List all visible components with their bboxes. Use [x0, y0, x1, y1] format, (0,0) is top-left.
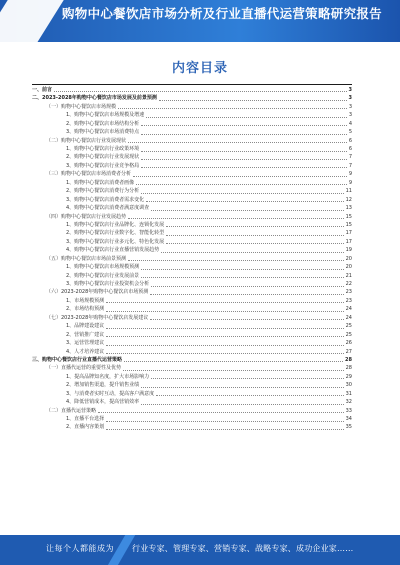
toc-page-number: 30 — [345, 382, 352, 389]
toc-entry[interactable] — [32, 229, 352, 237]
toc-entry-title: 1、购物中心餐饮店市场规模及增速 — [66, 112, 145, 119]
toc-leader-dots — [141, 167, 347, 168]
toc-top-rule — [32, 84, 352, 85]
toc-page-number: 13 — [345, 205, 352, 212]
toc-leader-dots — [151, 210, 343, 211]
toc-leader-dots — [141, 277, 343, 278]
toc-page-number: 25 — [345, 323, 352, 330]
toc-entry[interactable] — [32, 120, 352, 128]
toc-entry[interactable] — [32, 111, 352, 119]
toc-entry-title: 1、购物中心餐饮店行业政策环境 — [66, 146, 140, 152]
toc-leader-dots — [128, 218, 344, 219]
toc-entry-title: 3、运营管理建议 — [66, 340, 105, 347]
toc-entry[interactable] — [32, 103, 352, 111]
toc-entry[interactable] — [32, 154, 352, 162]
toc-heading: 内容目录 — [171, 61, 228, 76]
toc-entry[interactable] — [32, 272, 352, 280]
toc-entry[interactable] — [32, 331, 352, 339]
toc-page-number: 24 — [345, 314, 352, 321]
toc-entry[interactable] — [32, 381, 352, 389]
toc-entry[interactable] — [32, 297, 352, 305]
toc-leader-dots — [141, 387, 343, 388]
toc-entry[interactable] — [32, 305, 352, 313]
toc-entry-title: 2、购物中心餐饮店行业发展现状 — [66, 154, 140, 161]
toc-page-number: 17 — [345, 230, 352, 237]
toc-page-number: 3 — [348, 112, 352, 119]
toc-entry-title: 4、购物中心餐饮店行业直播营销发展趋势 — [66, 247, 160, 254]
toc-leader-dots — [141, 193, 343, 194]
toc-entry-title: 1、购物中心餐饮店消费者画像 — [66, 179, 135, 186]
footer-banner — [0, 535, 400, 565]
toc-entry-title: 3、购物中心餐饮店市场消费特点 — [66, 129, 140, 136]
toc-page-number: 21 — [345, 272, 352, 279]
toc-entry-title: 2、购物中心餐饮店市场结构分析 — [66, 120, 140, 127]
toc-page-number: 26 — [345, 340, 352, 347]
toc-entry[interactable] — [32, 221, 352, 229]
footer-tagline: 行业专家、管理专家、营销专家、战略专家、成功企业家…… — [132, 544, 354, 553]
document-title: 购物中心餐饮店市场分析及行业直播代运营策略研究报告 — [61, 6, 382, 21]
toc-entry-title: 1、品牌建设建议 — [66, 323, 105, 330]
toc-leader-dots — [118, 108, 347, 109]
toc-leader-dots — [151, 286, 343, 287]
toc-page-number: 6 — [348, 137, 352, 144]
toc-entry-title: （六）2023-2028年购物中心餐饮店市场预测 — [46, 289, 149, 296]
toc-entry-title: 二、2023-2028年购物中心餐饮店市场发展及前景预测 — [32, 95, 157, 102]
toc-entry[interactable] — [32, 255, 352, 263]
toc-leader-dots — [161, 252, 343, 253]
toc-leader-dots — [124, 361, 343, 362]
toc-entry-title: 1、购物中心餐饮店市场规模预测 — [66, 264, 140, 271]
toc-entry-title: （二）购物中心餐饮店行业发展现状 — [46, 137, 127, 144]
toc-entry[interactable] — [32, 263, 352, 271]
toc-leader-dots — [146, 201, 343, 202]
toc-page-number: 3 — [348, 86, 352, 93]
toc-leader-dots — [159, 100, 347, 101]
toc-page-number: 3 — [348, 95, 352, 102]
toc-entry[interactable] — [32, 246, 352, 254]
toc-entry[interactable] — [32, 137, 352, 145]
toc-entry[interactable] — [32, 407, 352, 415]
toc-entry[interactable] — [32, 187, 352, 195]
toc-entry[interactable] — [32, 204, 352, 212]
toc-page-number: 4 — [348, 120, 352, 127]
toc-entry[interactable] — [32, 86, 352, 94]
toc-leader-dots — [141, 134, 347, 135]
toc-leader-dots — [133, 176, 347, 177]
toc-entry-title: 3、购物中心餐饮店消费者需求变化 — [66, 196, 145, 203]
toc-page-number: 35 — [345, 424, 352, 431]
toc-leader-dots — [136, 184, 347, 185]
toc-entry-title: （二）直播代运营策略 — [46, 407, 97, 414]
toc-page-number: 9 — [348, 171, 352, 178]
toc-leader-dots — [150, 319, 343, 320]
toc-page-number: 3 — [348, 103, 352, 110]
toc-entry[interactable] — [32, 280, 352, 288]
toc-leader-dots — [166, 243, 343, 244]
toc-page-number: 11 — [345, 188, 352, 195]
toc-entry-title: 4、人才培养建议 — [66, 348, 105, 355]
toc-leader-dots — [106, 311, 343, 312]
toc-leader-dots — [166, 235, 343, 236]
toc-page-number: 27 — [345, 348, 352, 355]
toc-entry-title: 2、增加销售渠道，提升销售业绩 — [66, 382, 140, 389]
toc-entry-title: 3、购物中心餐饮店行业投资机会分析 — [66, 281, 150, 287]
toc-page-number: 29 — [345, 373, 352, 380]
toc-entry[interactable] — [32, 213, 352, 221]
toc-entry[interactable] — [32, 424, 352, 432]
toc-entry[interactable] — [32, 322, 352, 330]
toc-entry[interactable] — [32, 289, 352, 297]
toc-leader-dots — [106, 336, 343, 337]
toc-leader-dots — [98, 412, 344, 413]
toc-page-number: 33 — [345, 407, 352, 414]
toc-entry-title: 1、购物中心餐饮店行业品牌化、连锁化发展 — [66, 221, 165, 228]
toc-entry[interactable] — [32, 356, 352, 364]
toc-entry[interactable] — [32, 162, 352, 170]
toc-leader-dots — [141, 125, 347, 126]
toc-leader-dots — [106, 421, 343, 422]
toc-leader-dots — [141, 159, 347, 160]
toc-leader-dots — [106, 345, 343, 346]
toc-page-number: 9 — [348, 179, 352, 186]
toc-entry[interactable] — [32, 314, 352, 322]
header-banner — [0, 0, 400, 42]
toc-page-number: 15 — [345, 221, 352, 228]
toc-leader-dots — [156, 395, 343, 396]
toc-entry[interactable] — [32, 128, 352, 136]
toc-page-number: 31 — [345, 390, 352, 397]
toc-entry-title: （一）直播代运营的重要性及优势 — [46, 365, 122, 372]
toc-entry-title: 1、提高品牌知名度，扩大市场影响力 — [66, 373, 150, 380]
toc-leader-dots — [166, 226, 343, 227]
toc-page-number: 12 — [345, 196, 352, 203]
toc-page-number: 32 — [345, 399, 352, 406]
toc-leader-dots — [141, 151, 347, 152]
table-of-contents — [32, 86, 352, 432]
footer-slogan: 让每个人都能成为 — [46, 544, 114, 553]
toc-page-number: 7 — [348, 162, 352, 169]
toc-entry-title: 三、购物中心餐饮店行业直播代运营策略 — [32, 356, 123, 363]
toc-leader-dots — [151, 378, 343, 379]
toc-leader-dots — [106, 353, 343, 354]
toc-page-number: 17 — [345, 238, 352, 245]
toc-entry[interactable] — [32, 415, 352, 423]
toc-leader-dots — [150, 294, 343, 295]
toc-entry[interactable] — [32, 145, 352, 153]
toc-page-number: 20 — [345, 255, 352, 262]
toc-entry[interactable] — [32, 179, 352, 187]
toc-entry-title: 3、与消费者实时互动，提高客户满意度 — [66, 390, 155, 397]
toc-entry-title: 2、购物中心餐饮店行业发展前景 — [66, 272, 140, 279]
toc-entry-title: （一）购物中心餐饮店市场规模 — [46, 103, 117, 110]
toc-page-number: 7 — [348, 154, 352, 161]
toc-page-number: 23 — [345, 289, 352, 296]
toc-entry-title: （五）购物中心餐饮店市场前景预测 — [46, 255, 127, 262]
toc-entry-title: 2、购物中心餐饮店行业数字化、智能化转型 — [66, 230, 165, 237]
toc-entry[interactable] — [32, 94, 352, 102]
toc-leader-dots — [106, 429, 343, 430]
toc-entry-title: （七）2023-2028年购物中心餐饮店发展建议 — [46, 314, 149, 321]
toc-leader-dots — [128, 142, 347, 143]
toc-entry[interactable] — [32, 196, 352, 204]
toc-page-number: 28 — [345, 365, 352, 372]
toc-page-number: 15 — [345, 213, 352, 220]
toc-entry[interactable] — [32, 390, 352, 398]
toc-page-number: 28 — [345, 356, 352, 363]
toc-entry[interactable] — [32, 373, 352, 381]
toc-entry-title: 4、降低营销成本，提高营销效率 — [66, 399, 140, 406]
toc-entry[interactable] — [32, 339, 352, 347]
toc-entry-title: 1、市场规模预测 — [66, 297, 105, 304]
toc-leader-dots — [54, 91, 347, 92]
toc-entry[interactable] — [32, 364, 352, 372]
toc-leader-dots — [141, 404, 343, 405]
toc-entry-title: 3、购物中心餐饮店行业多元化、特色化发展 — [66, 238, 165, 245]
toc-leader-dots — [106, 328, 343, 329]
toc-page-number: 5 — [348, 129, 352, 136]
toc-leader-dots — [128, 260, 344, 261]
toc-page-number: 34 — [345, 416, 352, 422]
toc-leader-dots — [106, 302, 343, 303]
toc-entry-title: 1、直播平台选择 — [66, 416, 105, 422]
toc-page-number: 23 — [345, 297, 352, 304]
toc-entry-title: （四）购物中心餐饮店行业发展趋势 — [46, 213, 127, 220]
toc-entry-title: 2、直播内容策划 — [66, 424, 105, 431]
toc-entry-title: 3、购物中心餐饮店行业竞争格局 — [66, 162, 140, 169]
toc-entry[interactable] — [32, 348, 352, 356]
toc-entry[interactable] — [32, 238, 352, 246]
toc-page-number: 19 — [345, 247, 352, 254]
toc-entry-title: 2、市场结构预测 — [66, 306, 105, 313]
toc-leader-dots — [146, 117, 347, 118]
toc-entry-title: 2、购物中心餐饮店消费行为分析 — [66, 188, 140, 195]
toc-entry-title: 2、营销推广建议 — [66, 331, 105, 338]
toc-entry[interactable] — [32, 398, 352, 406]
toc-page-number: 25 — [345, 331, 352, 338]
toc-leader-dots — [123, 370, 344, 371]
toc-page-number: 22 — [345, 281, 352, 287]
toc-page-number: 6 — [348, 146, 352, 152]
toc-entry[interactable] — [32, 170, 352, 178]
toc-leader-dots — [141, 269, 343, 270]
toc-entry-title: 一、前言 — [32, 86, 53, 93]
toc-entry-title: （三）购物中心餐饮店市场消费者分析 — [46, 171, 132, 178]
toc-page-number: 20 — [345, 264, 352, 271]
toc-page-number: 24 — [345, 306, 352, 313]
toc-entry-title: 4、购物中心餐饮店消费者满意度调查 — [66, 205, 150, 212]
